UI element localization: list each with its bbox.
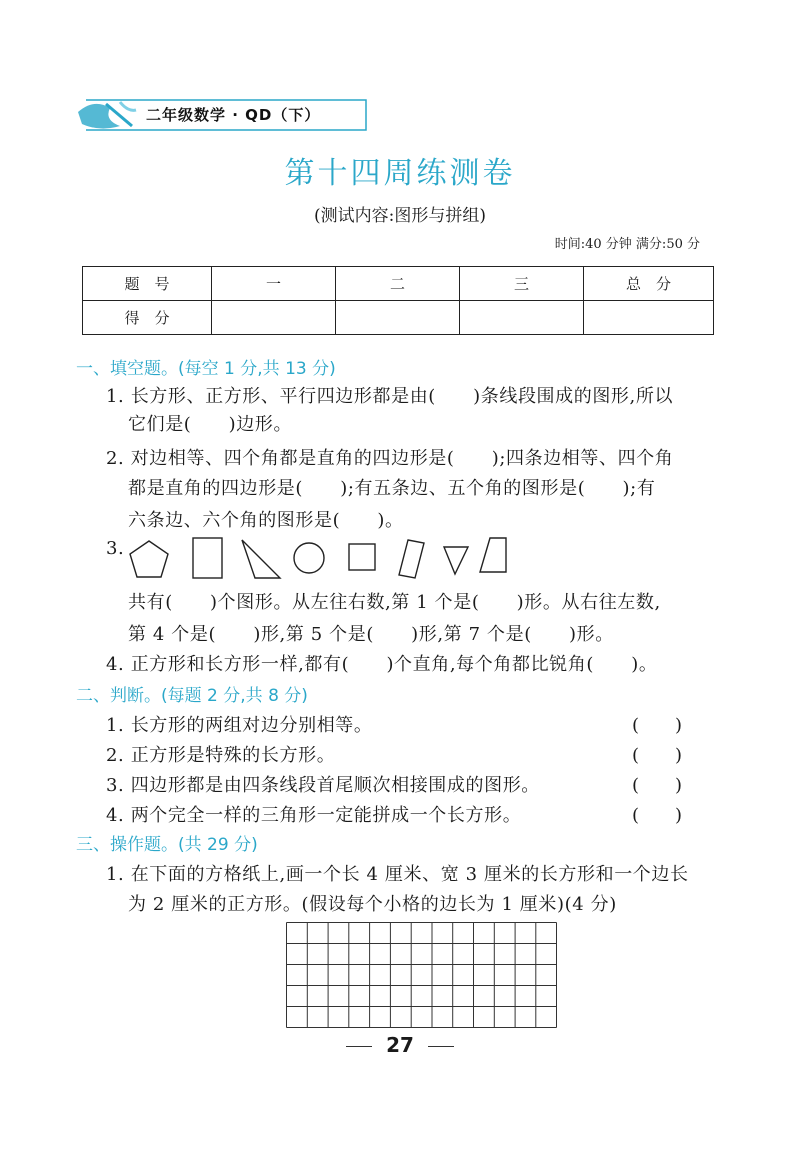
score-input-cell[interactable]: [584, 301, 714, 335]
table-cell: 一: [212, 267, 336, 301]
question-line: 都是直角的四边形是( );有五条边、五个角的图形是( );有: [128, 478, 656, 499]
judge-item: 4. 两个完全一样的三角形一定能拼成一个长方形。: [106, 805, 522, 826]
question-line: 它们是( )边形。: [128, 414, 293, 435]
table-cell: 题 号: [83, 267, 212, 301]
judge-item: 1. 长方形的两组对边分别相等。: [106, 715, 373, 736]
question-line: 六条边、六个角的图形是( )。: [128, 510, 404, 531]
question-line: 为 2 厘米的正方形。(假设每个小格的边长为 1 厘米)(4 分): [128, 894, 617, 915]
circle-shape: [294, 543, 324, 573]
rectangle-shape: [193, 538, 222, 578]
table-cell: 总 分: [584, 267, 714, 301]
judge-item: 3. 四边形都是由四条线段首尾顺次相接围成的图形。: [106, 775, 540, 796]
score-input-cell[interactable]: [460, 301, 584, 335]
dash-divider: [428, 1046, 454, 1048]
question-line: 1. 在下面的方格纸上,画一个长 4 厘米、宽 3 厘米的长方形和一个边长: [106, 864, 689, 885]
answer-paren[interactable]: ( ): [632, 805, 683, 826]
pentagon-shape: [130, 541, 168, 577]
question-line: 2. 对边相等、四个角都是直角的四边形是( );四条边相等、四个角: [106, 448, 674, 469]
question-line: 4. 正方形和长方形一样,都有( )个直角,每个角都比锐角( )。: [106, 654, 658, 675]
question-line: 1. 长方形、正方形、平行四边形都是由( )条线段围成的图形,所以: [106, 386, 674, 407]
page-number: 27: [386, 1033, 414, 1057]
question-number: 3.: [106, 538, 125, 559]
square-shape: [349, 544, 375, 570]
section-heading: 三、操作题。(共 29 分): [76, 835, 258, 855]
question-line: 共有( )个图形。从左往右数,第 1 个是( )形。从右往左数,: [128, 592, 661, 613]
grid-paper[interactable]: [286, 922, 560, 1030]
section-heading: 二、判断。(每题 2 分,共 8 分): [76, 686, 308, 706]
table-row: [83, 267, 714, 301]
answer-paren[interactable]: ( ): [632, 775, 683, 796]
table-cell: 得 分: [83, 301, 212, 335]
right-triangle-shape: [444, 547, 468, 574]
page-title: 第十四周练测卷: [284, 156, 516, 191]
judge-item: 2. 正方形是特殊的长方形。: [106, 745, 336, 766]
time-info: 时间:40 分钟 满分:50 分: [554, 237, 700, 252]
section-heading: 一、填空题。(每空 1 分,共 13 分): [76, 359, 336, 379]
dash-divider: [346, 1046, 372, 1048]
question-line: 第 4 个是( )形,第 5 个是( )形,第 7 个是( )形。: [128, 624, 614, 645]
trapezoid-shape: [480, 538, 506, 572]
header-label: 二年级数学 · QD（下）: [146, 106, 321, 124]
score-table: [82, 266, 714, 335]
answer-paren[interactable]: ( ): [632, 745, 683, 766]
table-row: [83, 301, 714, 335]
parallelogram-shape: [399, 540, 424, 578]
table-cell: 二: [336, 267, 460, 301]
triangle-shape: [242, 540, 280, 578]
shapes-figure: [124, 534, 524, 582]
score-input-cell[interactable]: [212, 301, 336, 335]
table-cell: 三: [460, 267, 584, 301]
score-input-cell[interactable]: [336, 301, 460, 335]
answer-paren[interactable]: ( ): [632, 715, 683, 736]
subtitle: (测试内容:图形与拼组): [314, 206, 486, 226]
page-number-block: [0, 1033, 800, 1057]
